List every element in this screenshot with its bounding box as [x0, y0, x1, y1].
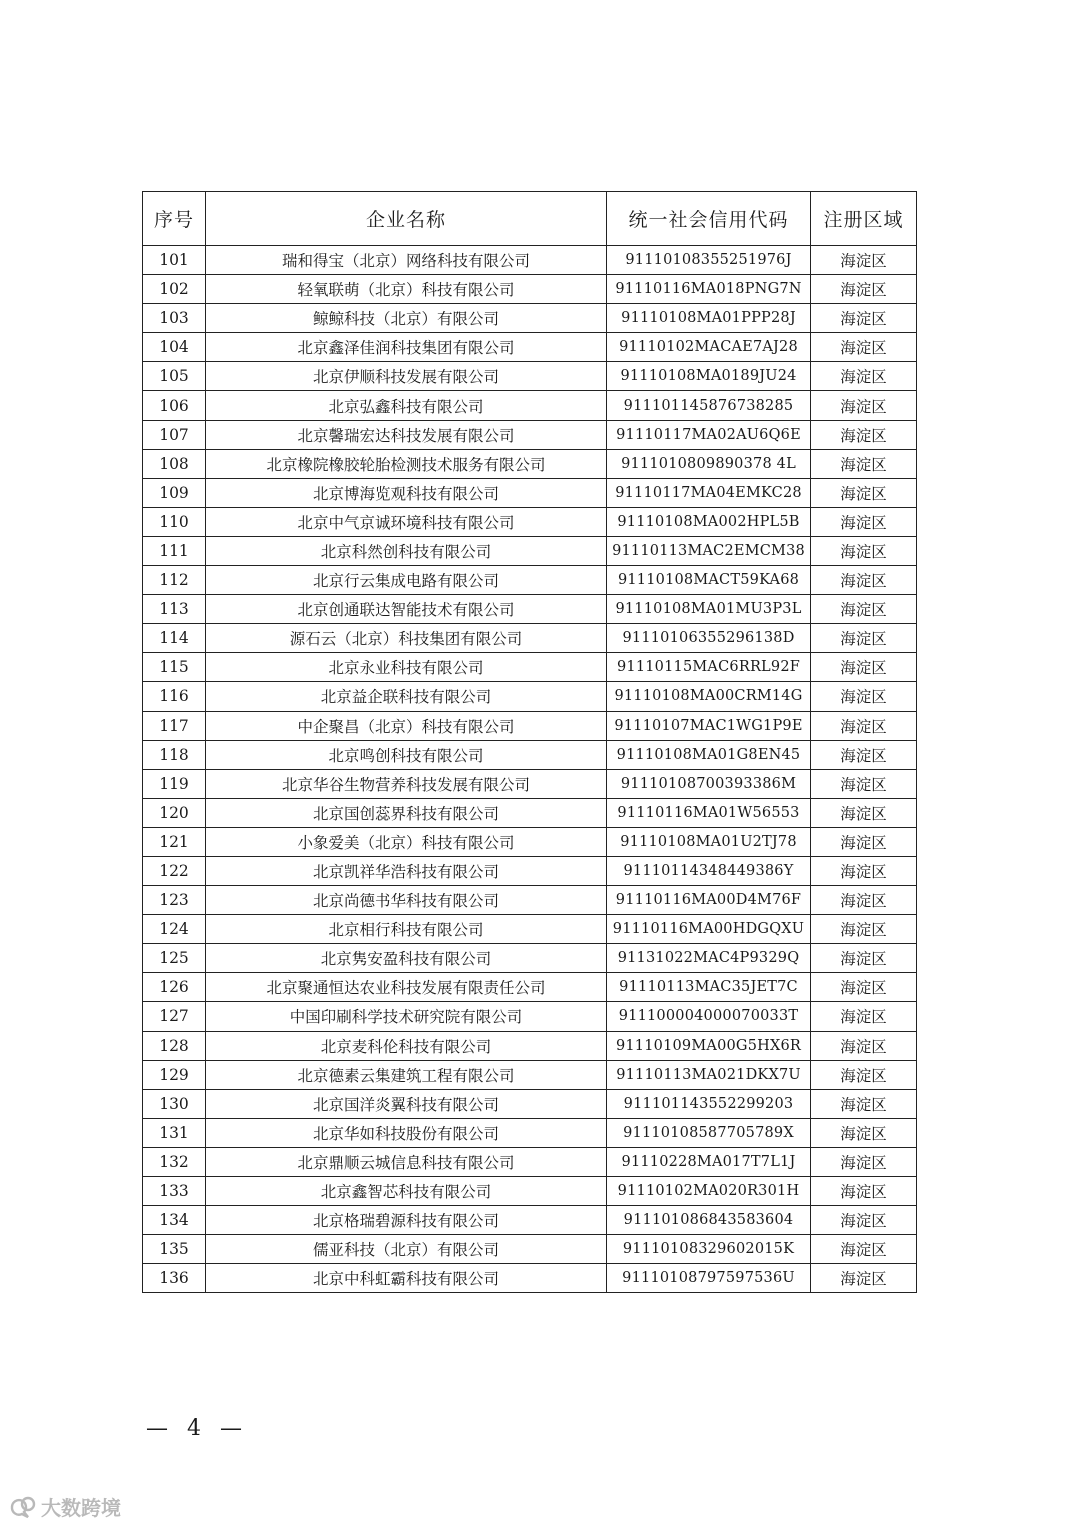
cell-credit-code: 91110106355296138D [607, 624, 811, 653]
cell-index: 115 [143, 653, 206, 682]
table-row [143, 566, 917, 595]
cell-index: 124 [143, 915, 206, 944]
cell-company-name: 北京国创蕊界科技有限公司 [206, 798, 607, 827]
cell-company-name: 中国印刷科学技术研究院有限公司 [206, 1002, 607, 1031]
table-row [143, 246, 917, 275]
cell-company-name: 北京凯祥华浩科技有限公司 [206, 856, 607, 885]
table-row [143, 973, 917, 1002]
cell-index: 136 [143, 1264, 206, 1293]
cell-district: 海淀区 [811, 1031, 917, 1060]
table-row [143, 1089, 917, 1118]
cell-district: 海淀区 [811, 275, 917, 304]
cell-company-name: 北京德素云集建筑工程有限公司 [206, 1060, 607, 1089]
table-row [143, 420, 917, 449]
cell-company-name: 北京聚通恒达农业科技发展有限责任公司 [206, 973, 607, 1002]
cell-index: 117 [143, 711, 206, 740]
cell-index: 126 [143, 973, 206, 1002]
cell-district: 海淀区 [811, 1206, 917, 1235]
cell-credit-code: 91110113MAC2EMCM38 [607, 536, 811, 565]
cell-index: 130 [143, 1089, 206, 1118]
cell-index: 112 [143, 566, 206, 595]
cell-index: 108 [143, 449, 206, 478]
cell-index: 110 [143, 507, 206, 536]
cell-company-name: 北京国洋炎翼科技有限公司 [206, 1089, 607, 1118]
cell-index: 135 [143, 1235, 206, 1264]
cell-index: 109 [143, 478, 206, 507]
cell-district: 海淀区 [811, 915, 917, 944]
cell-district: 海淀区 [811, 362, 917, 391]
cell-index: 114 [143, 624, 206, 653]
cell-index: 118 [143, 740, 206, 769]
cell-credit-code: 91110108MA0189JU24 [607, 362, 811, 391]
cell-district: 海淀区 [811, 507, 917, 536]
cell-district: 海淀区 [811, 1002, 917, 1031]
table-row [143, 449, 917, 478]
cell-credit-code: 91110108587705789X [607, 1118, 811, 1147]
cell-district: 海淀区 [811, 1147, 917, 1176]
cell-credit-code: 91110228MA017T7L1J [607, 1147, 811, 1176]
cell-credit-code: 911101086843583604 [607, 1206, 811, 1235]
cell-credit-code: 91110114348449386Y [607, 856, 811, 885]
cell-company-name: 北京科然创科技有限公司 [206, 536, 607, 565]
cell-district: 海淀区 [811, 391, 917, 420]
cell-district: 海淀区 [811, 944, 917, 973]
cell-credit-code: 91110102MA020R301H [607, 1177, 811, 1206]
cell-index: 116 [143, 682, 206, 711]
cell-index: 120 [143, 798, 206, 827]
cell-district: 海淀区 [811, 711, 917, 740]
table-header-row [143, 192, 917, 246]
table-row [143, 1235, 917, 1264]
cell-company-name: 北京永业科技有限公司 [206, 653, 607, 682]
cell-credit-code: 91110108MACT59KA68 [607, 566, 811, 595]
table-row [143, 1118, 917, 1147]
cell-credit-code: 91110108329602015K [607, 1235, 811, 1264]
cell-district: 海淀区 [811, 769, 917, 798]
cell-company-name: 轻氧联萌（北京）科技有限公司 [206, 275, 607, 304]
table-row [143, 1031, 917, 1060]
cell-credit-code: 911100004000070033T [607, 1002, 811, 1031]
cell-district: 海淀区 [811, 740, 917, 769]
cell-index: 119 [143, 769, 206, 798]
cell-company-name: 北京弘鑫科技有限公司 [206, 391, 607, 420]
table-row [143, 1002, 917, 1031]
cell-district: 海淀区 [811, 798, 917, 827]
cell-district: 海淀区 [811, 1177, 917, 1206]
cell-credit-code: 91131022MAC4P9329Q [607, 944, 811, 973]
cell-index: 125 [143, 944, 206, 973]
table-row [143, 740, 917, 769]
cell-credit-code: 911101145876738285 [607, 391, 811, 420]
watermark [6, 1492, 121, 1521]
cell-index: 131 [143, 1118, 206, 1147]
cell-district: 海淀区 [811, 1235, 917, 1264]
cell-credit-code: 91110109MA00G5HX6R [607, 1031, 811, 1060]
cell-district: 海淀区 [811, 624, 917, 653]
cell-credit-code: 91110108MA01PPP28J [607, 304, 811, 333]
cell-company-name: 北京尚德书华科技有限公司 [206, 886, 607, 915]
cell-company-name: 小象爱美（北京）科技有限公司 [206, 827, 607, 856]
cell-company-name: 北京格瑞碧源科技有限公司 [206, 1206, 607, 1235]
table-row [143, 944, 917, 973]
cell-district: 海淀区 [811, 536, 917, 565]
watermark-text: 大数跨境 [41, 1496, 121, 1520]
cell-district: 海淀区 [811, 973, 917, 1002]
table-row [143, 1147, 917, 1176]
cell-credit-code: 91110108797597536U [607, 1264, 811, 1293]
page-number: — 4 — [146, 1416, 248, 1441]
cell-company-name: 北京橡院橡胶轮胎检测技术服务有限公司 [206, 449, 607, 478]
cell-credit-code: 91110116MA00HDGQXU [607, 915, 811, 944]
cell-index: 104 [143, 333, 206, 362]
cell-index: 113 [143, 595, 206, 624]
table-row [143, 682, 917, 711]
cell-company-name: 鲸鲸科技（北京）有限公司 [206, 304, 607, 333]
cell-index: 102 [143, 275, 206, 304]
cell-district: 海淀区 [811, 1118, 917, 1147]
cell-district: 海淀区 [811, 682, 917, 711]
cell-company-name: 北京鑫智芯科技有限公司 [206, 1177, 607, 1206]
table-row [143, 827, 917, 856]
cell-index: 105 [143, 362, 206, 391]
cell-index: 122 [143, 856, 206, 885]
cell-credit-code: 91110116MA01W56553 [607, 798, 811, 827]
cell-index: 132 [143, 1147, 206, 1176]
cell-company-name: 北京中科虹霸科技有限公司 [206, 1264, 607, 1293]
cell-district: 海淀区 [811, 1060, 917, 1089]
company-list-table [142, 191, 917, 1293]
cell-index: 127 [143, 1002, 206, 1031]
cell-company-name: 北京隽安盈科技有限公司 [206, 944, 607, 973]
cell-company-name: 北京行云集成电路有限公司 [206, 566, 607, 595]
cell-credit-code: 91110117MA02AU6Q6E [607, 420, 811, 449]
table-row [143, 653, 917, 682]
table-row [143, 536, 917, 565]
cell-company-name: 瑞和得宝（北京）网络科技有限公司 [206, 246, 607, 275]
cell-company-name: 北京相行科技有限公司 [206, 915, 607, 944]
cell-district: 海淀区 [811, 478, 917, 507]
cell-credit-code: 91110108MA01MU3P3L [607, 595, 811, 624]
table-row [143, 362, 917, 391]
cell-credit-code: 91110115MAC6RRL92F [607, 653, 811, 682]
cell-index: 134 [143, 1206, 206, 1235]
cell-company-name: 儒亚科技（北京）有限公司 [206, 1235, 607, 1264]
cell-district: 海淀区 [811, 886, 917, 915]
cell-company-name: 中企聚昌（北京）科技有限公司 [206, 711, 607, 740]
cell-credit-code: 91110117MA04EMKC28 [607, 478, 811, 507]
cell-index: 101 [143, 246, 206, 275]
cell-district: 海淀区 [811, 246, 917, 275]
header-credit-code: 统一社会信用代码 [607, 192, 811, 246]
cell-index: 103 [143, 304, 206, 333]
cell-district: 海淀区 [811, 827, 917, 856]
table-row [143, 391, 917, 420]
cell-company-name: 北京麦科伦科技有限公司 [206, 1031, 607, 1060]
cell-district: 海淀区 [811, 1264, 917, 1293]
cell-credit-code: 91110108MA01U2TJ78 [607, 827, 811, 856]
table-row [143, 507, 917, 536]
cell-district: 海淀区 [811, 653, 917, 682]
cell-index: 107 [143, 420, 206, 449]
cell-index: 129 [143, 1060, 206, 1089]
cell-credit-code: 91110116MA018PNG7N [607, 275, 811, 304]
cell-company-name: 北京益企联科技有限公司 [206, 682, 607, 711]
cell-district: 海淀区 [811, 449, 917, 478]
cell-credit-code: 9111010809890378 4L [607, 449, 811, 478]
cell-district: 海淀区 [811, 856, 917, 885]
cell-company-name: 北京馨瑞宏达科技发展有限公司 [206, 420, 607, 449]
header-index: 序号 [143, 192, 206, 246]
cell-company-name: 北京伊顺科技发展有限公司 [206, 362, 607, 391]
cell-company-name: 北京鑫泽佳润科技集团有限公司 [206, 333, 607, 362]
header-company-name: 企业名称 [206, 192, 607, 246]
table-row [143, 915, 917, 944]
table-row [143, 886, 917, 915]
cell-credit-code: 91110102MACAE7AJ28 [607, 333, 811, 362]
cell-index: 106 [143, 391, 206, 420]
cell-credit-code: 91110108MA01G8EN45 [607, 740, 811, 769]
table-row [143, 304, 917, 333]
cell-district: 海淀区 [811, 420, 917, 449]
cell-district: 海淀区 [811, 566, 917, 595]
cell-credit-code: 91110113MAC35JET7C [607, 973, 811, 1002]
header-district: 注册区域 [811, 192, 917, 246]
cell-district: 海淀区 [811, 304, 917, 333]
cell-credit-code: 91110113MA021DKX7U [607, 1060, 811, 1089]
cell-company-name: 北京博海览观科技有限公司 [206, 478, 607, 507]
table-row [143, 1206, 917, 1235]
cell-index: 123 [143, 886, 206, 915]
cell-credit-code: 91110116MA00D4M76F [607, 886, 811, 915]
table-row [143, 1060, 917, 1089]
table-row [143, 595, 917, 624]
cell-company-name: 北京鼎顺云城信息科技有限公司 [206, 1147, 607, 1176]
cell-district: 海淀区 [811, 333, 917, 362]
cell-index: 121 [143, 827, 206, 856]
table-row [143, 333, 917, 362]
table-row [143, 478, 917, 507]
cell-company-name: 北京华谷生物营养科技发展有限公司 [206, 769, 607, 798]
cell-index: 133 [143, 1177, 206, 1206]
table-row [143, 798, 917, 827]
table-row [143, 1177, 917, 1206]
cell-credit-code: 911101143552299203 [607, 1089, 811, 1118]
cell-credit-code: 91110108MA002HPL5B [607, 507, 811, 536]
table-row [143, 624, 917, 653]
cell-district: 海淀区 [811, 595, 917, 624]
cell-district: 海淀区 [811, 1089, 917, 1118]
cell-company-name: 北京中气京诚环境科技有限公司 [206, 507, 607, 536]
table-row [143, 856, 917, 885]
cell-credit-code: 91110108355251976J [607, 246, 811, 275]
table-row [143, 711, 917, 740]
watermark-logo-icon [6, 1495, 36, 1519]
cell-index: 111 [143, 536, 206, 565]
cell-credit-code: 91110108MA00CRM14G [607, 682, 811, 711]
cell-credit-code: 91110108700393386M [607, 769, 811, 798]
table-row [143, 1264, 917, 1293]
cell-company-name: 源石云（北京）科技集团有限公司 [206, 624, 607, 653]
cell-company-name: 北京鸣创科技有限公司 [206, 740, 607, 769]
table-row [143, 769, 917, 798]
cell-company-name: 北京创通联达智能技术有限公司 [206, 595, 607, 624]
cell-company-name: 北京华如科技股份有限公司 [206, 1118, 607, 1147]
cell-index: 128 [143, 1031, 206, 1060]
table-row [143, 275, 917, 304]
cell-credit-code: 91110107MAC1WG1P9E [607, 711, 811, 740]
